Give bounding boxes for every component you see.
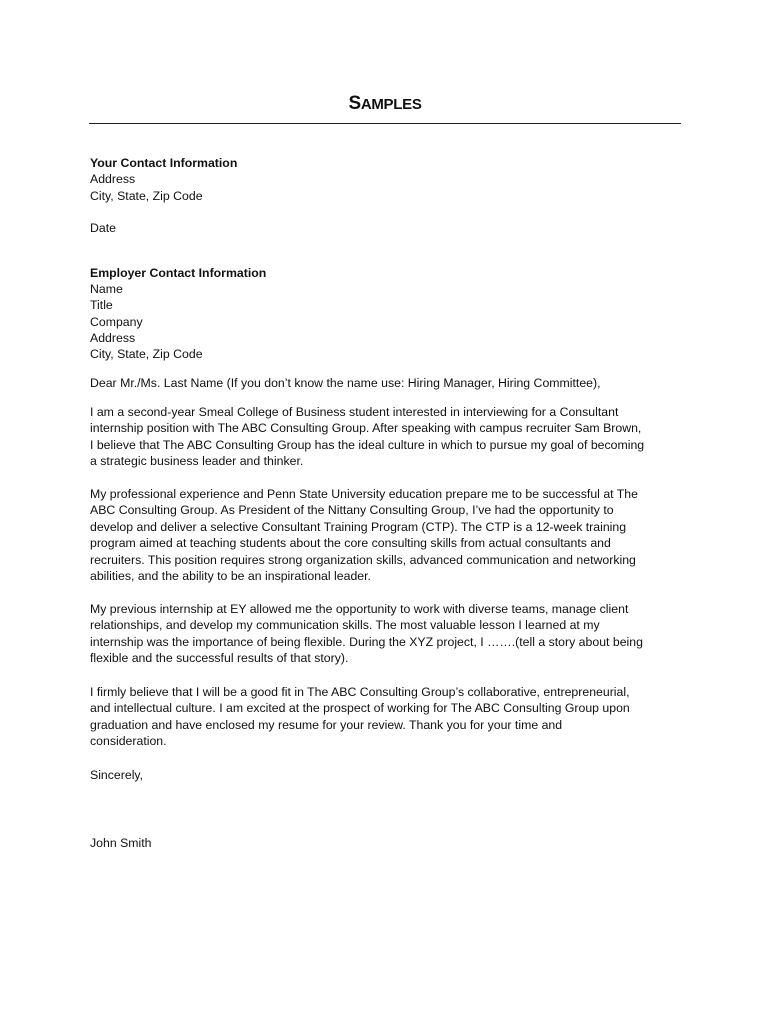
page-title-rest: AMPLES <box>360 96 422 113</box>
paragraph-line: program aimed at teaching students about the core consulting skills from actual consultants and <box>90 536 611 551</box>
letter-date: Date <box>90 221 116 235</box>
title-divider <box>89 123 681 124</box>
sender-heading: Your Contact Information <box>90 156 238 170</box>
paragraph-line: ABC Consulting Group. As President of the Nittany Consulting Group, I’ve had the opportunity to <box>90 503 614 518</box>
paragraph-line: I believe that The ABC Consulting Group has the ideal culture in which to pursue my goal of becoming <box>90 437 645 452</box>
paragraph-line: recruiters. This position requires strong organization skills, advanced communication and networking <box>90 552 636 567</box>
paragraph-line: graduation and have enclosed my resume for your review. Thank you for your time and <box>90 717 563 732</box>
body-paragraph-3 <box>90 601 685 667</box>
employer-company: Company <box>90 315 143 329</box>
paragraph-line: abilities, and the ability to be an inspirational leader. <box>90 569 371 584</box>
paragraph-line: flexible and the successful results of that story). <box>90 651 349 666</box>
paragraph-line: internship position with The ABC Consulting Group. After speaking with campus recruiter Sam Brown, <box>90 421 642 436</box>
paragraph-line: a strategic business leader and thinker. <box>90 454 304 469</box>
employer-heading: Employer Contact Information <box>90 266 267 280</box>
signature-name: John Smith <box>90 836 152 850</box>
paragraph-line: and intellectual culture. I am excited at the prospect of working for The ABC Consulting Group upon <box>90 701 630 716</box>
paragraph-line: relationships, and develop my communication skills. The most valuable lesson I learned at my <box>90 618 600 633</box>
paragraph-line: My previous internship at EY allowed me the opportunity to work with diverse teams, manage client <box>90 602 629 616</box>
salutation: Dear Mr./Ms. Last Name (If you don’t know the name use: Hiring Manager, Hiring Committee), <box>90 376 601 390</box>
employer-name: Name <box>90 282 123 296</box>
employer-city: City, State, Zip Code <box>90 347 203 361</box>
paragraph-line: I firmly believe that I will be a good fit in The ABC Consulting Group’s collaborative, entrepreneurial, <box>90 685 630 699</box>
body-paragraph-1 <box>90 404 685 470</box>
page-title <box>0 93 770 115</box>
page-title-initial: S <box>348 93 361 114</box>
employer-title: Title <box>90 298 113 312</box>
body-paragraph-2 <box>90 486 685 584</box>
closing: Sincerely, <box>90 768 144 782</box>
paragraph-line: develop and deliver a selective Consultant Training Program (CTP). The CTP is a 12-week training <box>90 519 627 534</box>
paragraph-line: I am a second-year Smeal College of Business student interested in interviewing for a Consultant <box>90 405 619 419</box>
employer-address: Address <box>90 331 136 345</box>
paragraph-line: internship was the importance of being flexible. During the XYZ project, I …….(tell a story about being <box>90 634 643 649</box>
body-paragraph-4 <box>90 684 685 750</box>
paragraph-line: My professional experience and Penn State University education prepare me to be successful at The <box>90 487 638 501</box>
paragraph-line: consideration. <box>90 734 167 749</box>
sender-address: Address <box>90 172 136 186</box>
sender-city: City, State, Zip Code <box>90 189 203 203</box>
